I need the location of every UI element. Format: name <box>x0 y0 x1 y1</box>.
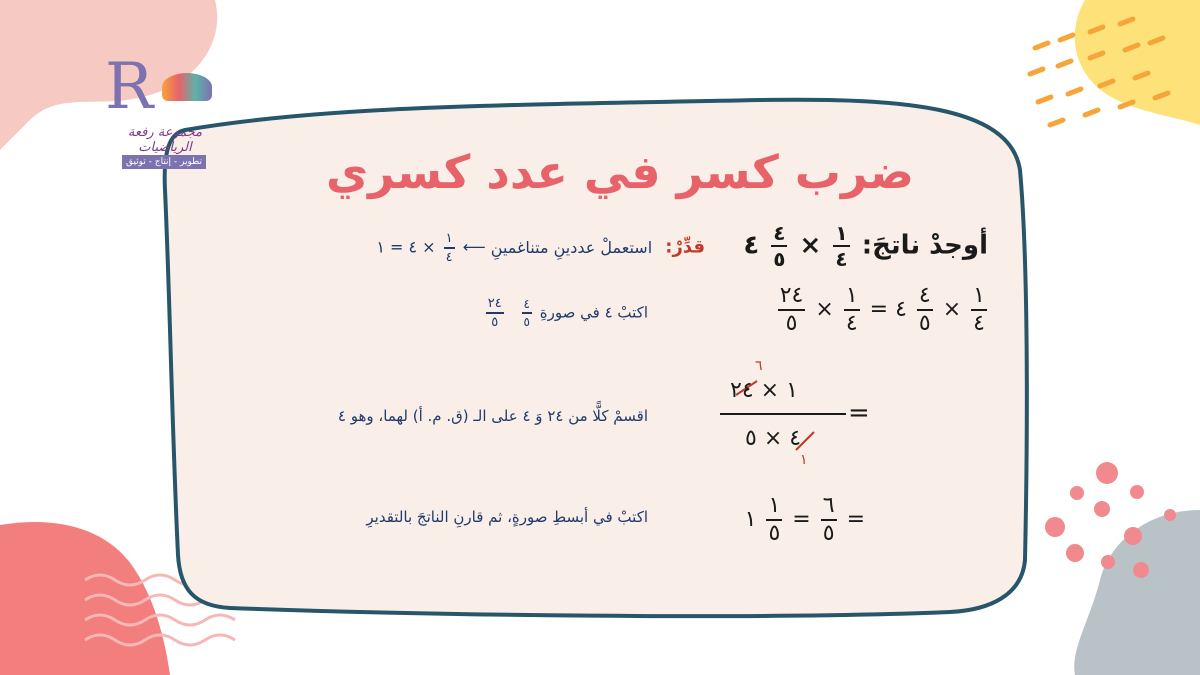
step-3-hint: اكتبْ في أبسطِ صورةٍ، ثم قارنِ الناتجَ بالتقديرِ <box>366 508 648 526</box>
step-1-frac-a: $\frac{١}{٤}$ <box>973 283 985 336</box>
step-2-bottom: ٤ × ٥ <box>745 426 802 451</box>
step-2-top: ١ × ٢٤ <box>730 378 798 403</box>
prompt-frac-4-5: $\frac{٤}{٥}$ <box>773 221 786 271</box>
times-sign: × <box>942 297 962 322</box>
equals-sign: = <box>846 507 865 532</box>
estimate-frac: $\frac{١}{٤}$ <box>445 231 453 265</box>
step-1-frac-d: $\frac{٢٤}{٥}$ <box>779 283 804 336</box>
estimate-label: قدِّرْ: <box>665 236 705 258</box>
estimate-text: استعملْ عددينِ متناغمينِ <box>490 237 653 257</box>
step-2-top-reduced: ٦ <box>755 358 763 374</box>
page-title: ضرب كسر في عدد كسري <box>325 145 915 199</box>
equals-sign: = <box>869 297 889 322</box>
prompt-whole: ٤ <box>743 230 760 261</box>
arrow-icon: ⟵ <box>462 237 486 257</box>
step-3-expression <box>745 495 865 545</box>
prompt-label: أوجدْ ناتجَ: <box>861 230 988 261</box>
step-1-hint <box>483 297 648 329</box>
prompt-frac-1-4: $\frac{١}{٤}$ <box>835 221 848 271</box>
prompt-expression <box>743 223 988 269</box>
step-2-equals: = <box>848 398 870 428</box>
step-3-mixed-whole: ١ <box>744 507 757 532</box>
estimate-line <box>376 232 705 264</box>
logo-name: مجموعة رفعة الرياضيات <box>127 125 203 155</box>
step-1-hint-text: اكتبْ ٤ في صورةِ <box>539 303 648 322</box>
step-1-hint-target: $\frac{٢٤}{٥}$ <box>487 296 502 330</box>
step-3-mixed-frac: $\frac{١}{٥}$ <box>768 493 781 546</box>
step-1-whole: ٤ <box>895 297 907 322</box>
logo-book-icon <box>162 73 212 101</box>
logo-tagline: تطوير - إنتاج - توثيق <box>122 155 206 169</box>
step-1-hint-frac: $\frac{٤}{٥}$ <box>523 297 530 329</box>
estimate-rest: × ٤ = ١ <box>376 237 436 257</box>
times-sign: × <box>799 230 822 261</box>
times-sign: × <box>815 297 834 322</box>
logo-letter: R <box>105 50 154 124</box>
step-1-expression <box>775 285 990 335</box>
step-3-result-frac: $\frac{٦}{٥}$ <box>822 493 835 546</box>
equals-sign: = <box>792 507 811 532</box>
step-1-frac-b: $\frac{٤}{٥}$ <box>918 283 931 336</box>
step-2-hint: اقسمْ كلًّا من ٢٤ وَ ٤ على الـ (ق. م. أ) لهما، وهو ٤ <box>337 407 648 425</box>
step-2-bottom-reduced: ١ <box>800 452 808 468</box>
step-1-frac-c: $\frac{١}{٤}$ <box>845 283 858 336</box>
logo <box>100 50 230 170</box>
